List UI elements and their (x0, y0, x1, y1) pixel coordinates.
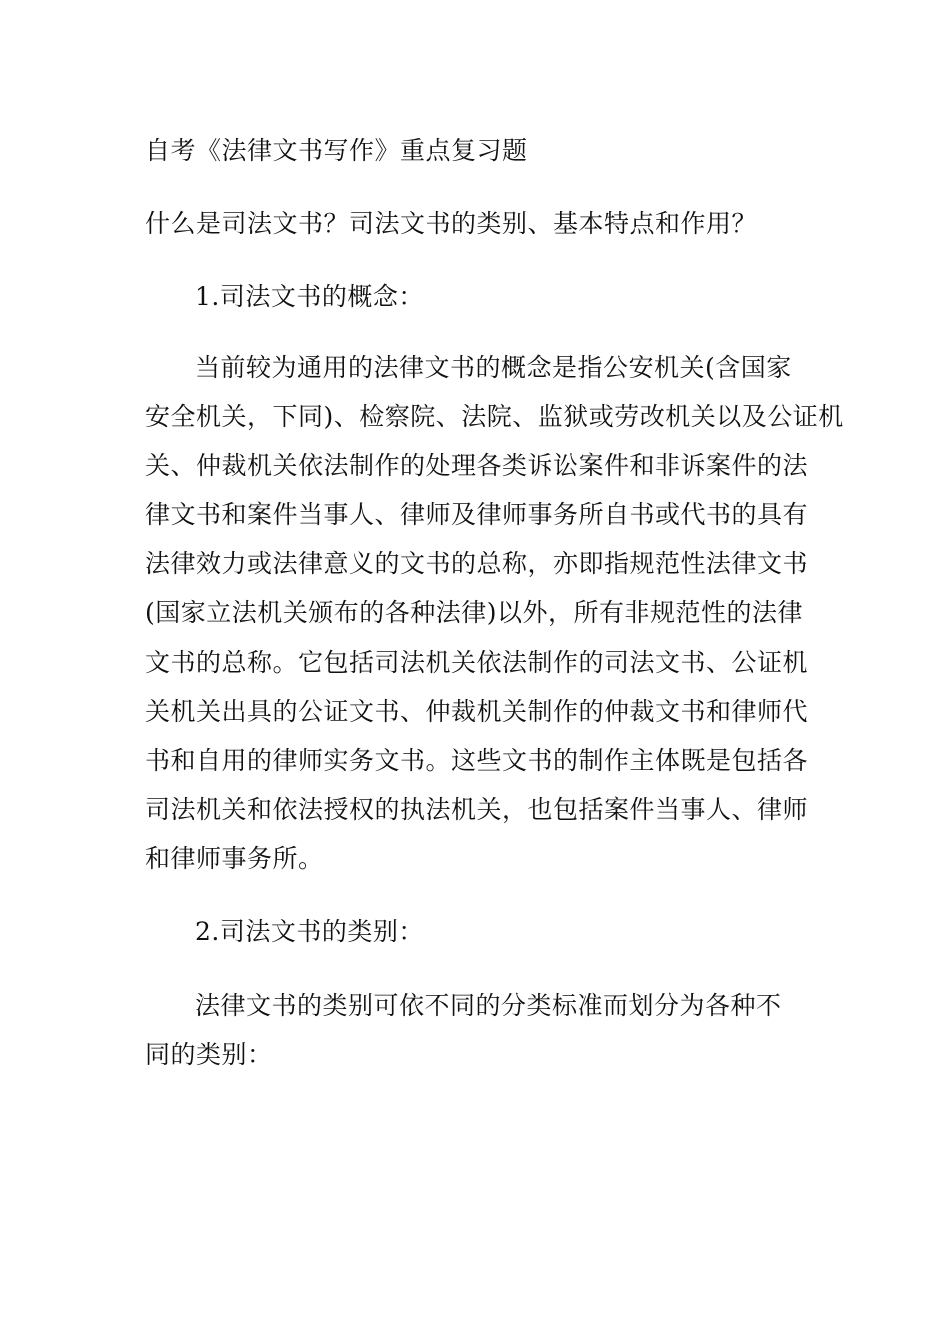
section-1-line: (国家立法机关颁布的各种法律)以外，所有非规范性的法律 (145, 598, 804, 627)
question-heading: 什么是司法文书？司法文书的类别、基本特点和作用？ (145, 209, 758, 238)
section-1-line: 法律效力或法律意义的文书的总称，亦即指规范性法律文书 (145, 549, 809, 578)
section-1-line: 当前较为通用的法律文书的概念是指公安机关(含国家 (195, 353, 792, 382)
section-2-line: 同的类别： (145, 1040, 273, 1069)
section-1-line: 书和自用的律师实务文书。这些文书的制作主体既是包括各 (145, 746, 809, 775)
section-1-line: 关机关出具的公证文书、仲裁机关制作的仲裁文书和律师代 (145, 697, 809, 726)
section-1-line: 文书的总称。它包括司法机关依法制作的司法文书、公证机 (145, 648, 809, 677)
section-1-line: 安全机关，下同)、检察院、法院、监狱或劳改机关以及公证机 (145, 402, 844, 431)
section-2-heading: 2.司法文书的类别： (195, 917, 424, 946)
section-1-line: 司法机关和依法授权的执法机关，也包括案件当事人、律师 (145, 795, 809, 824)
section-1-line: 和律师事务所。 (145, 844, 324, 873)
section-2-line: 法律文书的类别可依不同的分类标准而划分为各种不 (195, 991, 782, 1020)
section-1-line: 关、仲裁机关依法制作的处理各类诉讼案件和非诉案件的法 (145, 451, 809, 480)
section-1-heading: 1.司法文书的概念： (195, 282, 424, 311)
section-1-line: 律文书和案件当事人、律师及律师事务所自书或代书的具有 (145, 500, 809, 529)
document-title: 自考《法律文书写作》重点复习题 (145, 136, 528, 165)
